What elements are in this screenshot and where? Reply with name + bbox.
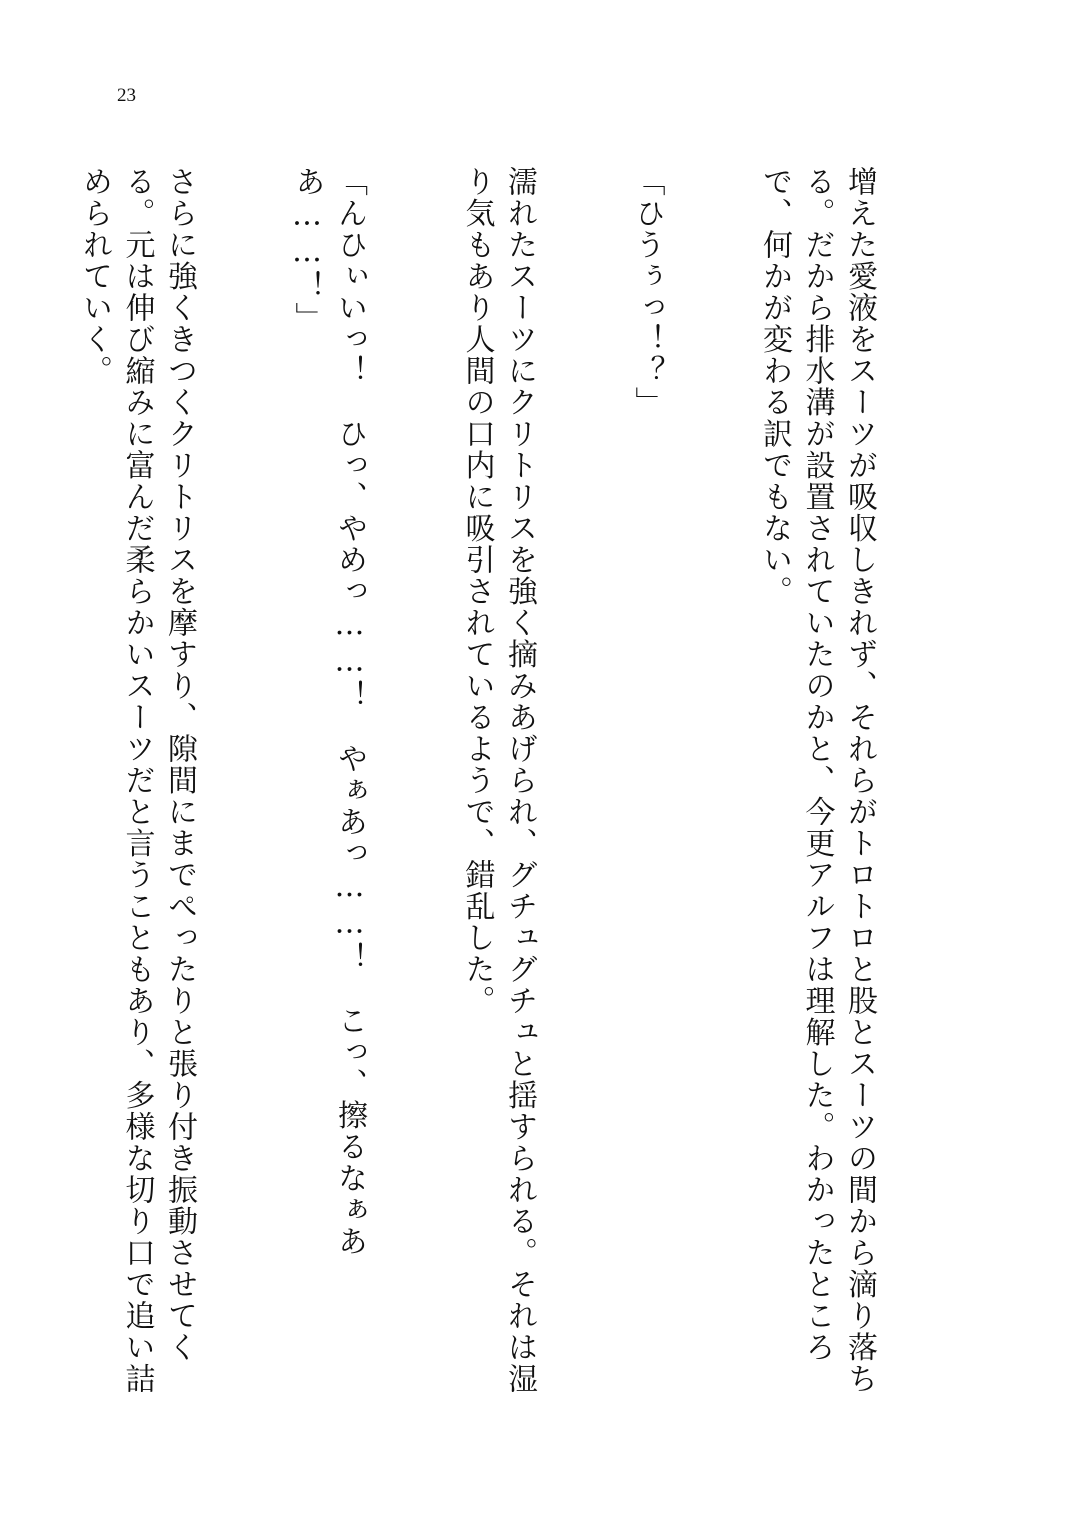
paragraph-3: 濡れたスーツにクリトリスを強く摘みあげられ、グチュグチュと揺すられる。それは湿り気もあり人間の口内に吸引されているようで、錯乱した。 [459, 166, 537, 1395]
paragraph-2: 「ひうぅっ！？」 [629, 166, 665, 418]
paragraph-4: 「んひぃいっ！ ひっ、やめっ……！ やぁあっ……！ こっ、擦るなぁああ……！」 [289, 166, 367, 1257]
page-number: 23 [117, 85, 136, 106]
paragraph-5: さらに強くきつくクリトリスを摩すり、隙間にまでぺったりと張り付き振動させてくる。元は伸び縮みに富んだ柔らかいスーツだと言うこともあり、多様な切り口で追い詰められていく。 [77, 166, 197, 1395]
novel-body-text [0, 166, 965, 1396]
paragraph-1: 增えた愛液をスーツが吸収しきれず、それらがトロトロと股とスーツの間から滴り落ちる。だから排水溝が設置されていたのかと、今更アルフは理解した。わかったところで、何かが変わる訳でもない。 [757, 166, 877, 1395]
